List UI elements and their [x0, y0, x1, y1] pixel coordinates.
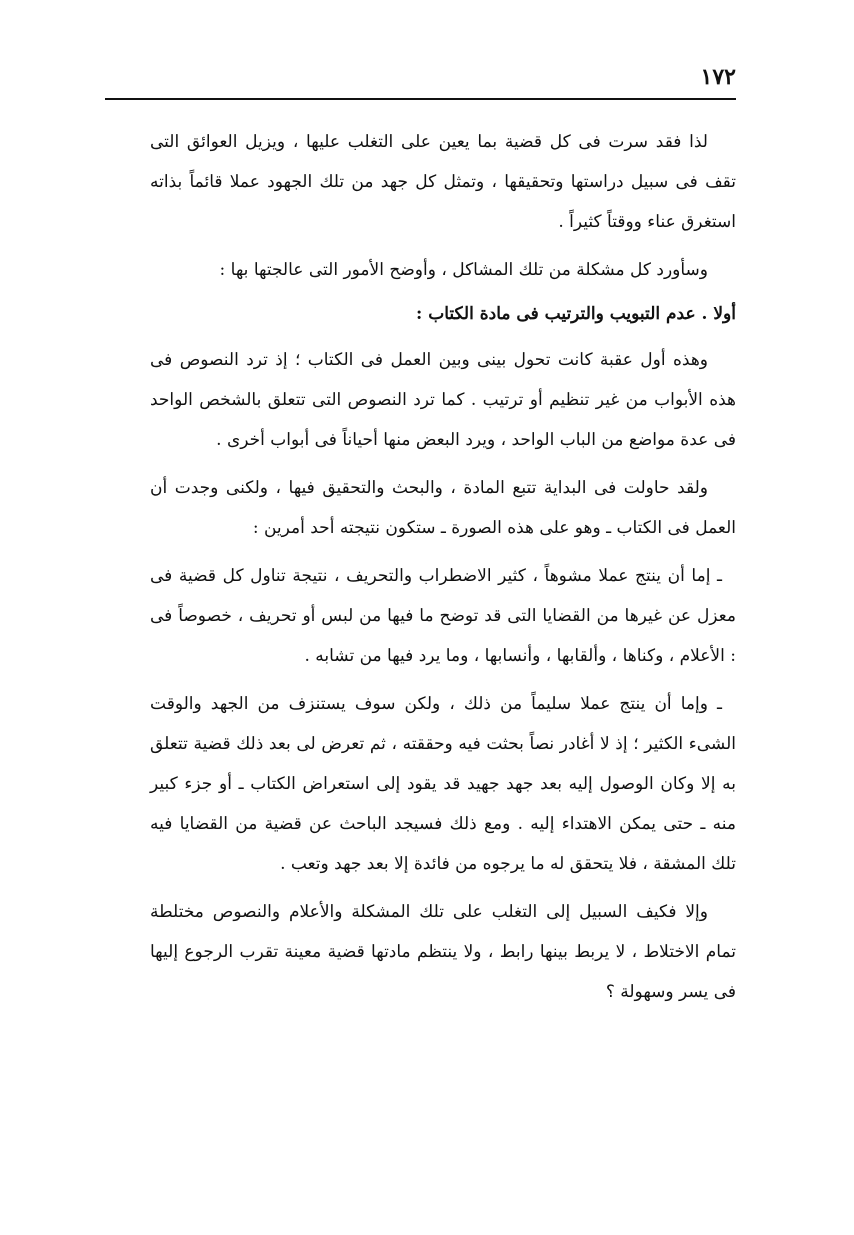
paragraph: وهذه أول عقبة كانت تحول بينى وبين العمل فى الكتاب ؛ إذ ترد النصوص فى هذه الأبواب من غير تنظيم أو ترتيب . كما ترد النصوص التى تتعلق بالشخص الواحد فى عدة مواضع من الباب الواحد ، ويرد البعض منها أحياناً فى أبواب أخرى . — [150, 350, 736, 450]
section-heading: أولا . عدم التبويب والترتيب فى مادة الكتاب : — [416, 304, 736, 324]
paragraph: وإلا فكيف السبيل إلى التغلب على تلك المشكلة والأعلام والنصوص مختلطة تمام الاختلاط ، لا يربط بينها رابط ، ولا ينتظم مادتها قضية معينة تقرب الرجوع إليها فى يسر وسهولة ؟ — [150, 902, 736, 1002]
header-rule — [105, 98, 736, 100]
paragraph: لذا فقد سرت فى كل قضية بما يعين على التغلب عليها ، ويزيل العوائق التى تقف فى سبيل دراستها وتحقيقها ، وتمثل كل جهد من تلك الجهود عملا قائماً بذاته استغرق عناء ووقتاً كثيراً . — [150, 132, 736, 232]
page-number: ١٧٢ — [700, 64, 736, 90]
dash-list-item: ـ وإما أن ينتج عملا سليماً من ذلك ، ولكن سوف يستنزف من الجهد والوقت الشىء الكثير ؛ إذ لا أغادر نصاً بحثت فيه وحققته ، ثم تعرض لى بعد ذلك قضية تتعلق به إلا وكان الوصول إليه بعد جهد جهيد قد يقود إلى استعراض الكتاب ـ أو جزء كبير منه ـ حتى يمكن الاهتداء إليه . ومع ذلك فسيجد الباحث عن قضية من القضايا فيه تلك المشقة ، فلا يتحقق له ما يرجوه من فائدة إلا بعد جهد وتعب . — [150, 694, 736, 874]
dash-list-item: ـ إما أن ينتج عملا مشوهاً ، كثير الاضطراب والتحريف ، نتيجة تناول كل قضية فى معزل عن غيرها من القضايا التى قد توضح ما فيها من لبس أو تحريف ، خصوصاً فى : الأعلام ، وكناها ، وألقابها ، وأنسابها ، وما يرد فيها من تشابه . — [150, 566, 736, 666]
page-body — [150, 122, 736, 1020]
paragraph: ولقد حاولت فى البداية تتبع المادة ، والبحث والتحقيق فيها ، ولكنى وجدت أن العمل فى الكتاب ـ وهو على هذه الصورة ـ ستكون نتيجته أحد أمرين : — [150, 478, 736, 538]
paragraph: وسأورد كل مشكلة من تلك المشاكل ، وأوضح الأمور التى عالجتها بها : — [219, 260, 708, 280]
